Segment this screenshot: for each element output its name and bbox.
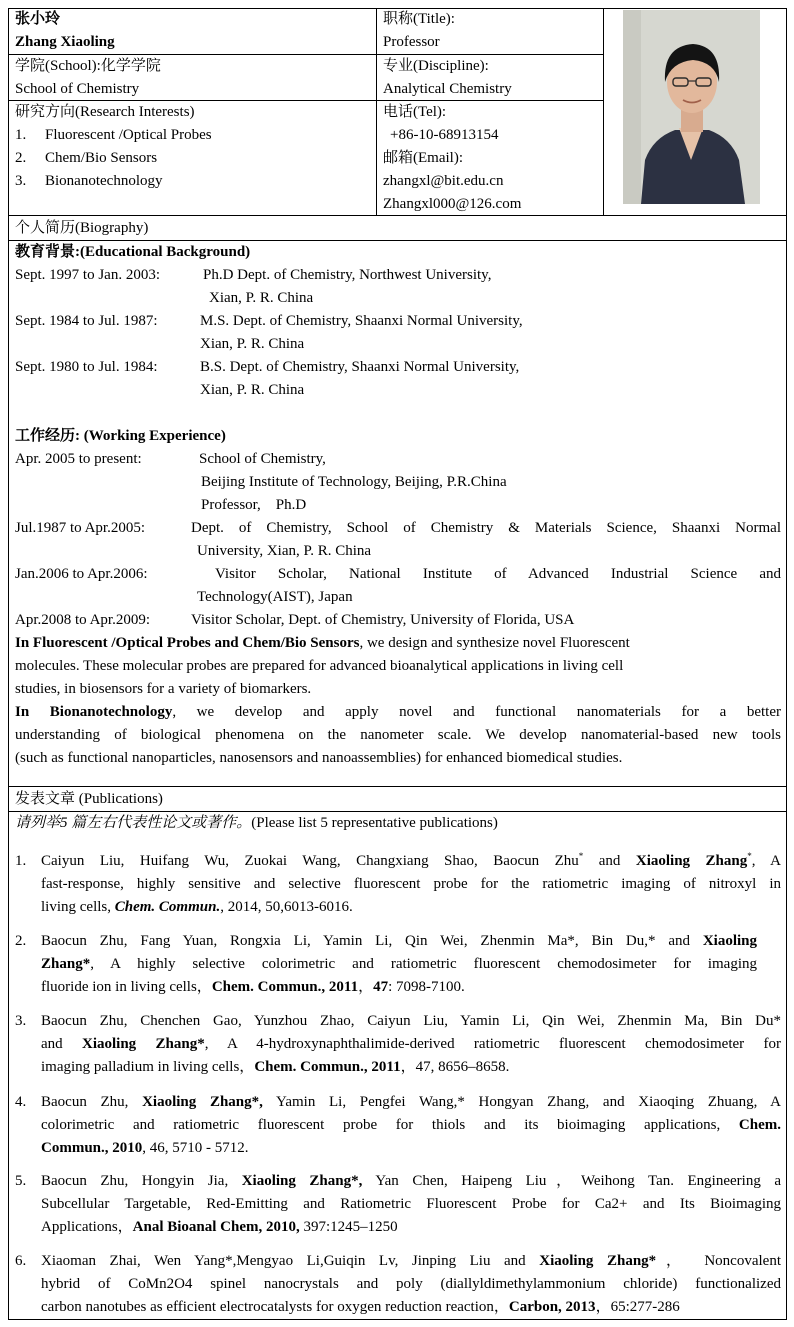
publication-number: 6.	[15, 1253, 27, 1269]
divider	[376, 8, 377, 215]
research-paragraph: In Fluorescent /Optical Probes and Chem/Bio Sensors, we design and synthesize novel Fluorescent	[15, 635, 630, 651]
interest-item: 2.	[15, 150, 27, 166]
name-cn: 张小玲	[15, 11, 61, 27]
publication-entry: hybrid of CoMn2O4 spinel nanocrystals and poly (diallyldimethylammonium chloride) functionalized	[41, 1276, 781, 1292]
divider	[8, 786, 787, 787]
publication-entry: carbon nanotubes as efficient electrocatalysts for oxygen reduction reaction，Carbon, 2013，65:277-286	[41, 1299, 680, 1315]
email-value[interactable]: zhangxl@bit.edu.cn	[383, 173, 504, 189]
divider	[603, 8, 604, 215]
publication-entry: fluoride ion in living cells，Chem. Commun., 2011，47: 7098-7100.	[41, 979, 465, 995]
tel-value: +86-10-68913154	[390, 127, 499, 143]
publication-entry: living cells, Chem. Commun., 2014, 50,6013-6016.	[41, 899, 353, 915]
publication-number: 1.	[15, 853, 27, 869]
work-detail: Visitor Scholar, Dept. of Chemistry, University of Florida, USA	[191, 612, 575, 628]
discipline-value: Analytical Chemistry	[383, 81, 512, 97]
education-place: Xian, P. R. China	[200, 382, 305, 398]
publication-number: 2.	[15, 933, 27, 949]
work-date: Jan.2006 to Apr.2006:	[15, 566, 148, 582]
work-detail: Dept. of Chemistry, School of Chemistry & Materials Science, Shaanxi Normal	[191, 520, 781, 536]
publication-entry: and Xiaoling Zhang*, A 4-hydroxynaphthalimide-derived ratiometric fluorescent chemodosimeter for	[41, 1036, 781, 1052]
publication-entry: Caiyun Liu, Huifang Wu, Zuokai Wang, Changxiang Shao, Baocun Zhu* and Xiaoling Zhang*, A	[41, 851, 781, 869]
interest-text: Chem/Bio Sensors	[45, 150, 158, 166]
publication-entry: Subcellular Targetable, Red-Emitting and Ratiometric Fluorescent Probe for Ca2+ and Its Bioimaging	[41, 1196, 781, 1212]
education-date: Sept. 1980 to Jul. 1984:	[15, 359, 158, 375]
research-paragraph: (such as functional nanoparticles, nanosensors and nanoassemblies) for enhanced biomedical studies.	[15, 750, 623, 766]
education-date: Sept. 1984 to Jul. 1987:	[15, 313, 158, 329]
research-paragraph: studies, in biosensors for a variety of biomarkers.	[15, 681, 312, 697]
research-paragraph: In Bionanotechnology, we develop and apply novel and functional nanomaterials for a better	[15, 704, 781, 720]
publication-entry: Applications，Anal Bioanal Chem, 2010, 397:1245–1250	[41, 1219, 398, 1235]
publication-entry: Commun., 2010, 46, 5710 - 5712.	[41, 1140, 249, 1156]
work-heading: 工作经历: (Working Experience)	[15, 428, 226, 444]
research-paragraph: molecules. These molecular probes are prepared for advanced bioanalytical applications in living cell	[15, 658, 624, 674]
work-detail: Professor, Ph.D	[201, 497, 307, 513]
work-detail: School of Chemistry,	[199, 451, 326, 467]
publication-number: 4.	[15, 1094, 27, 1110]
education-place: Xian, P. R. China	[209, 290, 314, 306]
title-value: Professor	[383, 34, 440, 50]
name-en: Zhang Xiaoling	[15, 34, 115, 50]
publications-label: 发表文章 (Publications)	[15, 791, 163, 807]
title-label: 职称(Title):	[383, 11, 455, 27]
email-value[interactable]: Zhangxl000@126.com	[383, 196, 522, 212]
publications-instruction: 请列举5 篇左右代表性论文或著作。(Please list 5 representative publications)	[15, 815, 498, 831]
work-detail: University, Xian, P. R. China	[197, 543, 372, 559]
work-detail: Beijing Institute of Technology, Beijing, P.R.China	[201, 474, 507, 490]
publication-entry: Baocun Zhu, Fang Yuan, Rongxia Li, Yamin Li, Qin Wei, Zhenmin Ma*, Bin Du,* and Xiaoling	[41, 933, 757, 949]
interest-item: 3.	[15, 173, 27, 189]
education-detail: B.S. Dept. of Chemistry, Shaanxi Normal University,	[200, 359, 520, 375]
school-value: School of Chemistry	[15, 81, 140, 97]
interest-text: Fluorescent /Optical Probes	[45, 127, 212, 143]
interest-item: 1.	[15, 127, 27, 143]
publication-entry: fast-response, highly sensitive and selective fluorescent probe for the ratiometric imaging of nitroxyl in	[41, 876, 781, 892]
work-detail: Visitor Scholar, National Institute of Advanced Industrial Science and	[215, 566, 781, 582]
publication-entry: colorimetric and ratiometric fluorescent probe for thiols and its bioimaging applications, Chem.	[41, 1117, 781, 1133]
education-heading: 教育背景:(Educational Background)	[15, 244, 251, 260]
interest-text: Bionanotechnology	[45, 173, 163, 189]
education-date: Sept. 1997 to Jan. 2003:	[15, 267, 160, 283]
discipline-label: 专业(Discipline):	[383, 58, 489, 74]
publication-entry: Baocun Zhu, Chenchen Gao, Yunzhou Zhao, Caiyun Liu, Yamin Li, Qin Wei, Zhenmin Ma, Bin Du*	[41, 1013, 781, 1029]
work-date: Jul.1987 to Apr.2005:	[15, 520, 146, 536]
publication-entry: Zhang*, A highly selective colorimetric and ratiometric fluorescent chemodosimeter for imaging	[41, 956, 757, 972]
interests-label: 研究方向(Research Interests)	[15, 104, 195, 120]
work-detail: Technology(AIST), Japan	[197, 589, 353, 605]
education-place: Xian, P. R. China	[200, 336, 305, 352]
person-portrait-icon	[623, 10, 760, 204]
tel-label: 电话(Tel):	[383, 104, 447, 120]
publication-entry: imaging palladium in living cells，Chem. Commun., 2011，47, 8656–8658.	[41, 1059, 510, 1075]
profile-photo	[623, 10, 760, 204]
publication-number: 5.	[15, 1173, 27, 1189]
biography-label: 个人简历(Biography)	[15, 220, 149, 236]
school-label: 学院(School):化学学院	[15, 58, 161, 74]
publication-entry: Baocun Zhu, Hongyin Jia, Xiaoling Zhang*, Yan Chen, Haipeng Liu，Weihong Tan. Engineering a	[41, 1173, 781, 1189]
publication-number: 3.	[15, 1013, 27, 1029]
work-date: Apr.2008 to Apr.2009:	[15, 612, 151, 628]
education-detail: M.S. Dept. of Chemistry, Shaanxi Normal University,	[200, 313, 523, 329]
education-detail: Ph.D Dept. of Chemistry, Northwest University,	[203, 267, 492, 283]
work-date: Apr. 2005 to present:	[15, 451, 142, 467]
research-paragraph: understanding of biological phenomena on the nanometer scale. We develop nanomaterial-based new tools	[15, 727, 781, 743]
publication-entry: Baocun Zhu, Xiaoling Zhang*, Yamin Li, Pengfei Wang,* Hongyan Zhang, and Xiaoqing Zhuang, A	[41, 1094, 782, 1110]
publication-entry: Xiaoman Zhai, Wen Yang*,Mengyao Li,Guiqin Lv, Jinping Liu and Xiaoling Zhang*， Noncovalent	[41, 1253, 781, 1269]
email-label: 邮箱(Email):	[383, 150, 463, 166]
